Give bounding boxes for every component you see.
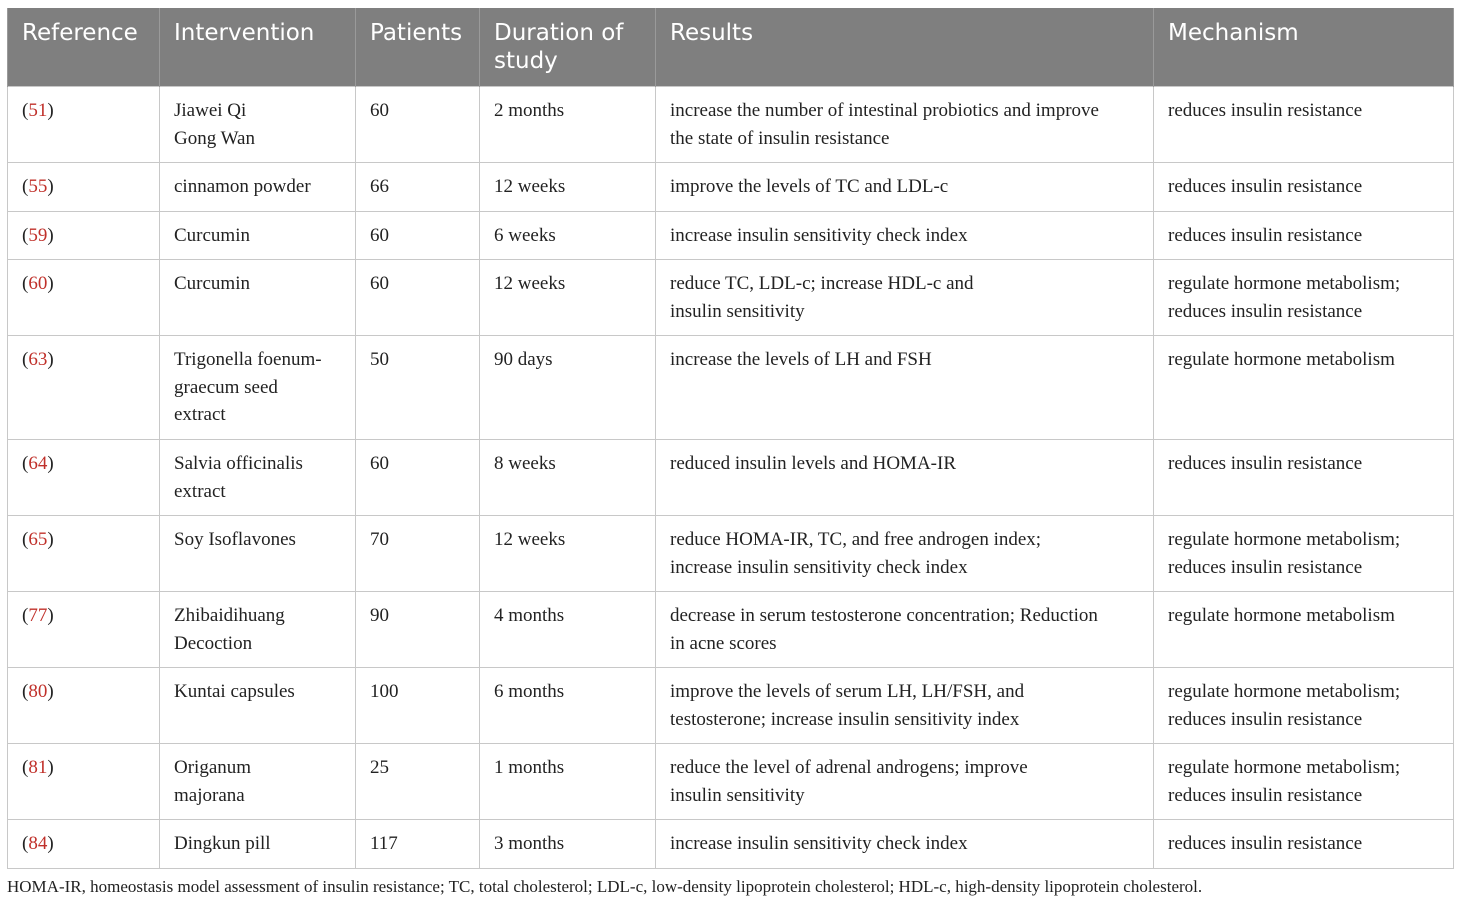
column-header-duration-line: Duration of — [494, 20, 624, 46]
intervention-cell — [160, 820, 356, 869]
patients-cell: 66 — [356, 163, 480, 212]
intervention-cell-line: extract — [174, 404, 226, 425]
results-cell-line: increase insulin sensitivity check index — [670, 556, 968, 578]
patients-cell: 117 — [356, 820, 480, 869]
table-row — [8, 260, 1454, 336]
reference-cell: (55) — [8, 163, 160, 212]
column-header-duration-line: study — [494, 48, 558, 74]
intervention-cell-line: graecum seed — [174, 376, 278, 398]
reference-cell: (80) — [8, 668, 160, 744]
results-cell-line: reduce TC, LDL-c; increase HDL-c and — [670, 273, 974, 294]
mechanism-cell-line: reduces insulin resistance — [1168, 176, 1363, 197]
duration-cell: 3 months — [480, 820, 656, 869]
reference-cell: (65) — [8, 516, 160, 592]
results-cell-line: increase insulin sensitivity check index — [670, 224, 968, 246]
table-row — [8, 592, 1454, 668]
mechanism-cell-line: reduces insulin resistance — [1168, 300, 1363, 322]
reference-cell: (51) — [8, 87, 160, 163]
results-cell — [656, 592, 1154, 668]
intervention-cell — [160, 211, 356, 260]
mechanism-cell — [1154, 336, 1454, 440]
results-cell-line: insulin sensitivity — [670, 300, 805, 322]
intervention-cell — [160, 163, 356, 212]
results-cell-line: reduce HOMA-IR, TC, and free androgen index; — [670, 529, 1042, 550]
results-cell — [656, 260, 1154, 336]
reference-link[interactable]: 55 — [28, 176, 48, 197]
mechanism-cell — [1154, 744, 1454, 820]
table-row — [8, 211, 1454, 260]
mechanism-cell — [1154, 163, 1454, 212]
patients-cell: 60 — [356, 260, 480, 336]
column-header-intervention: Intervention — [160, 8, 356, 87]
reference-cell: (63) — [8, 336, 160, 440]
results-cell-line: reduce the level of adrenal androgens; improve — [670, 757, 1028, 778]
column-header-reference: Reference — [8, 8, 160, 87]
mechanism-cell-line: regulate hormone metabolism — [1168, 605, 1395, 626]
intervention-cell — [160, 440, 356, 516]
reference-cell: (64) — [8, 440, 160, 516]
mechanism-cell — [1154, 592, 1454, 668]
intervention-cell — [160, 87, 356, 163]
intervention-cell-line: Trigonella foenum- — [174, 349, 322, 370]
duration-cell: 12 weeks — [480, 516, 656, 592]
patients-cell: 70 — [356, 516, 480, 592]
duration-cell: 90 days — [480, 336, 656, 440]
duration-cell: 4 months — [480, 592, 656, 668]
results-cell-line: in acne scores — [670, 632, 777, 654]
mechanism-cell-line: reduces insulin resistance — [1168, 556, 1363, 578]
results-cell — [656, 744, 1154, 820]
results-cell — [656, 211, 1154, 260]
mechanism-cell-line: reduces insulin resistance — [1168, 708, 1363, 730]
results-cell-line: improve the levels of TC and LDL-c — [670, 176, 949, 197]
mechanism-cell-line: reduces insulin resistance — [1168, 784, 1363, 806]
reference-cell: (60) — [8, 260, 160, 336]
intervention-cell-line: Decoction — [174, 632, 253, 654]
table-row — [8, 336, 1454, 440]
reference-link[interactable]: 64 — [28, 453, 48, 474]
results-cell — [656, 440, 1154, 516]
column-header-patients: Patients — [356, 8, 480, 87]
column-header-results: Results — [656, 8, 1154, 87]
duration-cell: 12 weeks — [480, 163, 656, 212]
table-body — [8, 87, 1454, 869]
mechanism-cell — [1154, 516, 1454, 592]
patients-cell: 25 — [356, 744, 480, 820]
duration-cell: 6 months — [480, 668, 656, 744]
reference-cell: (81) — [8, 744, 160, 820]
results-cell-line: increase insulin sensitivity check index — [670, 833, 968, 854]
reference-link[interactable]: 81 — [28, 757, 48, 778]
table-row — [8, 440, 1454, 516]
results-cell-line: the state of insulin resistance — [670, 127, 890, 149]
reference-link[interactable]: 51 — [28, 100, 48, 121]
intervention-cell-line: Salvia officinalis — [174, 453, 303, 474]
table-row — [8, 516, 1454, 592]
reference-link[interactable]: 60 — [28, 273, 48, 294]
mechanism-cell-line: regulate hormone metabolism; — [1168, 681, 1401, 702]
intervention-cell-line: majorana — [174, 784, 245, 806]
table-header — [8, 8, 1454, 87]
intervention-cell — [160, 336, 356, 440]
mechanism-cell — [1154, 440, 1454, 516]
duration-cell: 2 months — [480, 87, 656, 163]
patients-cell: 60 — [356, 440, 480, 516]
results-cell-line: increase the number of intestinal probiotics and improve — [670, 100, 1099, 121]
intervention-cell-line: Soy Isoflavones — [174, 529, 296, 550]
table-container — [7, 8, 1453, 869]
duration-cell: 8 weeks — [480, 440, 656, 516]
intervention-cell-line: extract — [174, 480, 226, 502]
reference-cell: (59) — [8, 211, 160, 260]
mechanism-cell-line: regulate hormone metabolism; — [1168, 529, 1401, 550]
patients-cell: 60 — [356, 87, 480, 163]
intervention-cell — [160, 744, 356, 820]
results-cell-line: testosterone; increase insulin sensitivity index — [670, 708, 1020, 730]
mechanism-cell-line: reduces insulin resistance — [1168, 224, 1363, 246]
results-cell-line: increase the levels of LH and FSH — [670, 349, 932, 370]
results-cell — [656, 336, 1154, 440]
patients-cell: 90 — [356, 592, 480, 668]
intervention-cell-line: Kuntai capsules — [174, 681, 295, 702]
table-row — [8, 668, 1454, 744]
mechanism-cell-line: reduces insulin resistance — [1168, 100, 1363, 121]
patients-cell: 60 — [356, 211, 480, 260]
intervention-cell — [160, 668, 356, 744]
table-row — [8, 820, 1454, 869]
intervention-cell — [160, 516, 356, 592]
header-row — [8, 8, 1454, 87]
intervention-cell-line: Zhibaidihuang — [174, 605, 285, 626]
mechanism-cell — [1154, 820, 1454, 869]
results-cell-line: reduced insulin levels and HOMA-IR — [670, 453, 956, 474]
reference-link[interactable]: 65 — [28, 529, 48, 550]
results-cell-line: insulin sensitivity — [670, 784, 805, 806]
reference-link[interactable]: 80 — [28, 681, 48, 702]
reference-cell: (84) — [8, 820, 160, 869]
reference-link[interactable]: 77 — [28, 605, 48, 626]
intervention-cell-line: Curcumin — [174, 273, 250, 294]
mechanism-cell-line: regulate hormone metabolism — [1168, 349, 1395, 370]
mechanism-cell-line: reduces insulin resistance — [1168, 453, 1363, 474]
reference-link[interactable]: 59 — [28, 224, 48, 246]
mechanism-cell-line: regulate hormone metabolism; — [1168, 757, 1401, 778]
results-cell — [656, 516, 1154, 592]
intervention-cell-line: Curcumin — [174, 224, 250, 246]
intervention-cell-line: Jiawei Qi — [174, 100, 247, 121]
mechanism-cell-line: regulate hormone metabolism; — [1168, 273, 1401, 294]
results-cell-line: improve the levels of serum LH, LH/FSH, and — [670, 681, 1025, 702]
intervention-cell-line: Dingkun pill — [174, 833, 271, 854]
intervention-cell — [160, 592, 356, 668]
intervention-cell-line: Gong Wan — [174, 127, 255, 149]
results-cell — [656, 87, 1154, 163]
results-cell-line: decrease in serum testosterone concentration; Reduction — [670, 605, 1098, 626]
results-cell — [656, 163, 1154, 212]
reference-link[interactable]: 84 — [28, 833, 48, 854]
patients-cell: 50 — [356, 336, 480, 440]
data-table — [7, 8, 1454, 869]
column-header-duration — [480, 8, 656, 87]
mechanism-cell — [1154, 211, 1454, 260]
intervention-cell-line: Origanum — [174, 757, 252, 778]
reference-link[interactable]: 63 — [28, 349, 48, 370]
table-row — [8, 163, 1454, 212]
intervention-cell — [160, 260, 356, 336]
table-footnote: HOMA-IR, homeostasis model assessment of insulin resistance; TC, total cholesterol; LDL-c, low-density lipoprotein cholesterol; HDL-c, high-density lipoprotein cholesterol. — [7, 877, 1203, 896]
reference-cell: (77) — [8, 592, 160, 668]
mechanism-cell-line: reduces insulin resistance — [1168, 833, 1363, 854]
table-row — [8, 744, 1454, 820]
duration-cell: 6 weeks — [480, 211, 656, 260]
results-cell — [656, 820, 1154, 869]
column-header-mechanism: Mechanism — [1154, 8, 1454, 87]
intervention-cell-line: cinnamon powder — [174, 176, 311, 197]
duration-cell: 12 weeks — [480, 260, 656, 336]
results-cell — [656, 668, 1154, 744]
mechanism-cell — [1154, 668, 1454, 744]
mechanism-cell — [1154, 260, 1454, 336]
patients-cell: 100 — [356, 668, 480, 744]
table-row — [8, 87, 1454, 163]
mechanism-cell — [1154, 87, 1454, 163]
duration-cell: 1 months — [480, 744, 656, 820]
